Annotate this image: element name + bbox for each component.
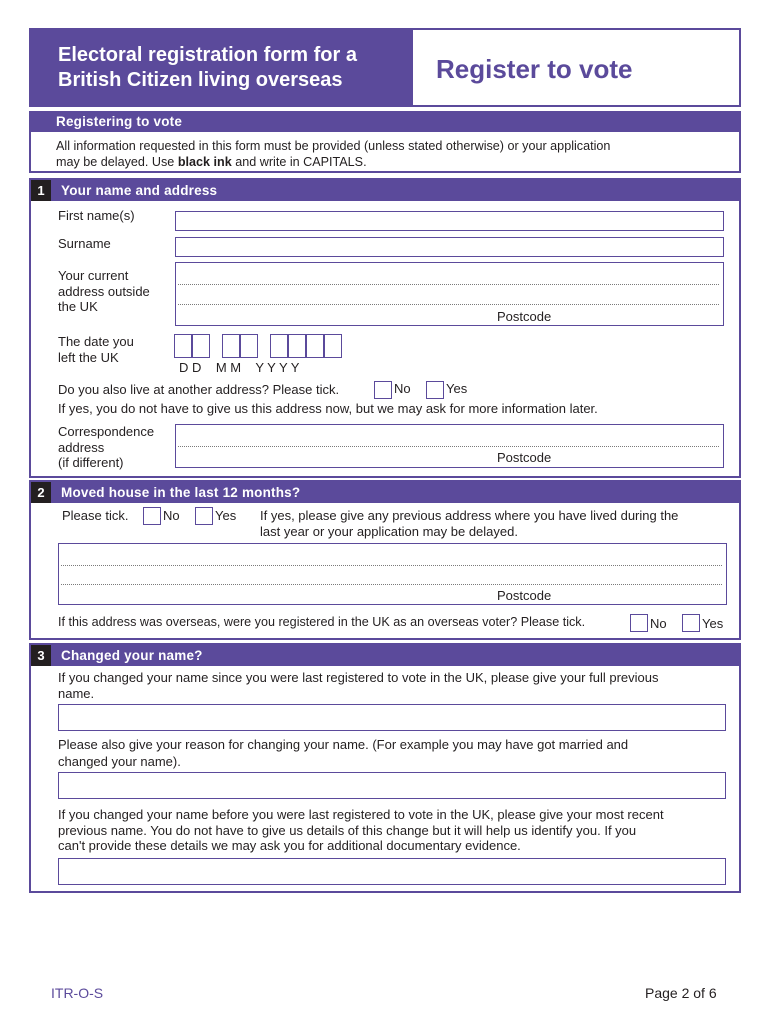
correspondence-label-line3: (if different) [58,455,124,470]
recent-previous-name-field[interactable] [58,858,726,885]
previous-address-field[interactable] [58,543,727,605]
overseas-no-label: No [650,616,667,631]
date-left-label-line2: left the UK [58,349,119,365]
form-title-line1: Electoral registration form for a [58,44,357,66]
page-number: Page 2 of 6 [645,985,717,1001]
also-live-note: If yes, you do not have to give us this address now, but we may ask for more information later. [58,401,598,416]
first-name-label: First name(s) [58,208,135,223]
date-day-digit[interactable] [174,334,192,358]
moved-no-label: No [163,508,180,523]
date-left-label [58,334,134,365]
date-left-label-line1: The date you [58,334,134,349]
date-format-hint: D D M M Y Y Y Y [179,360,300,375]
name-change-reason-line1: Please also give your reason for changing your name. (For example you may have got married and [58,737,629,752]
intro-text-post: and write in CAPITALS. [231,154,367,169]
address-label-line2: address outside [58,283,150,299]
current-address-field[interactable] [175,262,724,326]
also-live-yes-checkbox[interactable] [426,381,444,399]
date-day-digit[interactable] [192,334,210,358]
address-label [58,268,150,315]
recent-previous-name-question [58,807,664,854]
previous-address-dotted-line [61,565,722,566]
recent-previous-name-line2: previous name. You do not have to give us details of this change but it will help us identify you. If you [58,822,637,838]
section1-title: Your name and address [61,183,218,198]
intro-text-bold: black ink [177,154,232,169]
first-name-field[interactable] [175,211,724,231]
date-year-digit[interactable] [324,334,342,358]
previous-address-dotted-line [61,584,722,585]
name-change-reason-question [58,736,628,770]
date-year-digit[interactable] [270,334,288,358]
form-title-line2: British Citizen living overseas [58,69,343,91]
address-dotted-line [178,284,719,285]
correspondence-label [58,424,154,471]
section3-number: 3 [31,645,51,666]
section1-number: 1 [31,180,51,201]
intro-text-pre: may be delayed. Use [56,154,178,169]
date-year-digit[interactable] [306,334,324,358]
previous-name-question-line2: name. [58,685,95,701]
header-title-panel [31,30,413,105]
overseas-yes-checkbox[interactable] [682,614,700,632]
correspondence-dotted-line [178,446,719,447]
section2-header [31,482,739,503]
overseas-yes-label: Yes [702,616,724,631]
correspondence-postcode-label: Postcode [497,450,552,465]
section1-header [31,180,739,201]
section2-title: Moved house in the last 12 months? [61,485,301,500]
intro-heading: Registering to vote [56,114,183,129]
surname-label: Surname [58,236,111,251]
name-change-reason-line2: changed your name). [58,754,181,769]
previous-name-question [58,670,659,701]
previous-name-field[interactable] [58,704,726,731]
intro-text [56,139,726,170]
section2-number: 2 [31,482,51,503]
also-live-no-label: No [394,381,411,396]
moved-please-tick: Please tick. [62,508,129,523]
address-label-line1: Your current [58,268,129,283]
intro-panel [29,111,741,173]
address-label-line3: the UK [58,299,98,314]
overseas-no-checkbox[interactable] [630,614,648,632]
correspondence-address-field[interactable] [175,424,724,468]
date-month-digit[interactable] [240,334,258,358]
section3-title: Changed your name? [61,648,203,663]
recent-previous-name-line1: If you changed your name before you were last registered to vote in the UK, please give your most recent [58,807,664,822]
header-banner [29,28,741,107]
previous-name-question-line1: If you changed your name since you were last registered to vote in the UK, please give your full previous [58,670,659,685]
also-live-question: Do you also live at another address? Please tick. [58,382,340,397]
moved-note-line2: last year or your application may be delayed. [260,523,518,539]
moved-note [260,508,678,539]
moved-note-line1: If yes, please give any previous address where you have lived during the [260,508,679,523]
intro-heading-bar [31,111,739,132]
address-dotted-line [178,304,719,305]
moved-yes-checkbox[interactable] [195,507,213,525]
name-change-reason-field[interactable] [58,772,726,799]
intro-text-line1: All information requested in this form must be provided (unless stated otherwise) or your application [56,139,611,153]
overseas-voter-question: If this address was overseas, were you registered in the UK as an overseas voter? Please tick. [58,615,586,629]
section3-header [31,645,739,666]
address-postcode-label: Postcode [497,309,552,324]
date-year-digit[interactable] [288,334,306,358]
previous-address-postcode-label: Postcode [497,588,552,603]
moved-yes-label: Yes [215,508,237,523]
also-live-no-checkbox[interactable] [374,381,392,399]
recent-previous-name-line3: can't provide these details we may ask you for additional documentary evidence. [58,838,521,853]
date-month-digit[interactable] [222,334,240,358]
form-code: ITR-O-S [51,985,104,1001]
intro-text-line2 [56,155,726,171]
correspondence-label-line2: address [58,439,105,455]
correspondence-label-line1: Correspondence [58,424,155,439]
register-title: Register to vote [436,54,633,84]
moved-no-checkbox[interactable] [143,507,161,525]
surname-field[interactable] [175,237,724,257]
also-live-yes-label: Yes [446,381,468,396]
